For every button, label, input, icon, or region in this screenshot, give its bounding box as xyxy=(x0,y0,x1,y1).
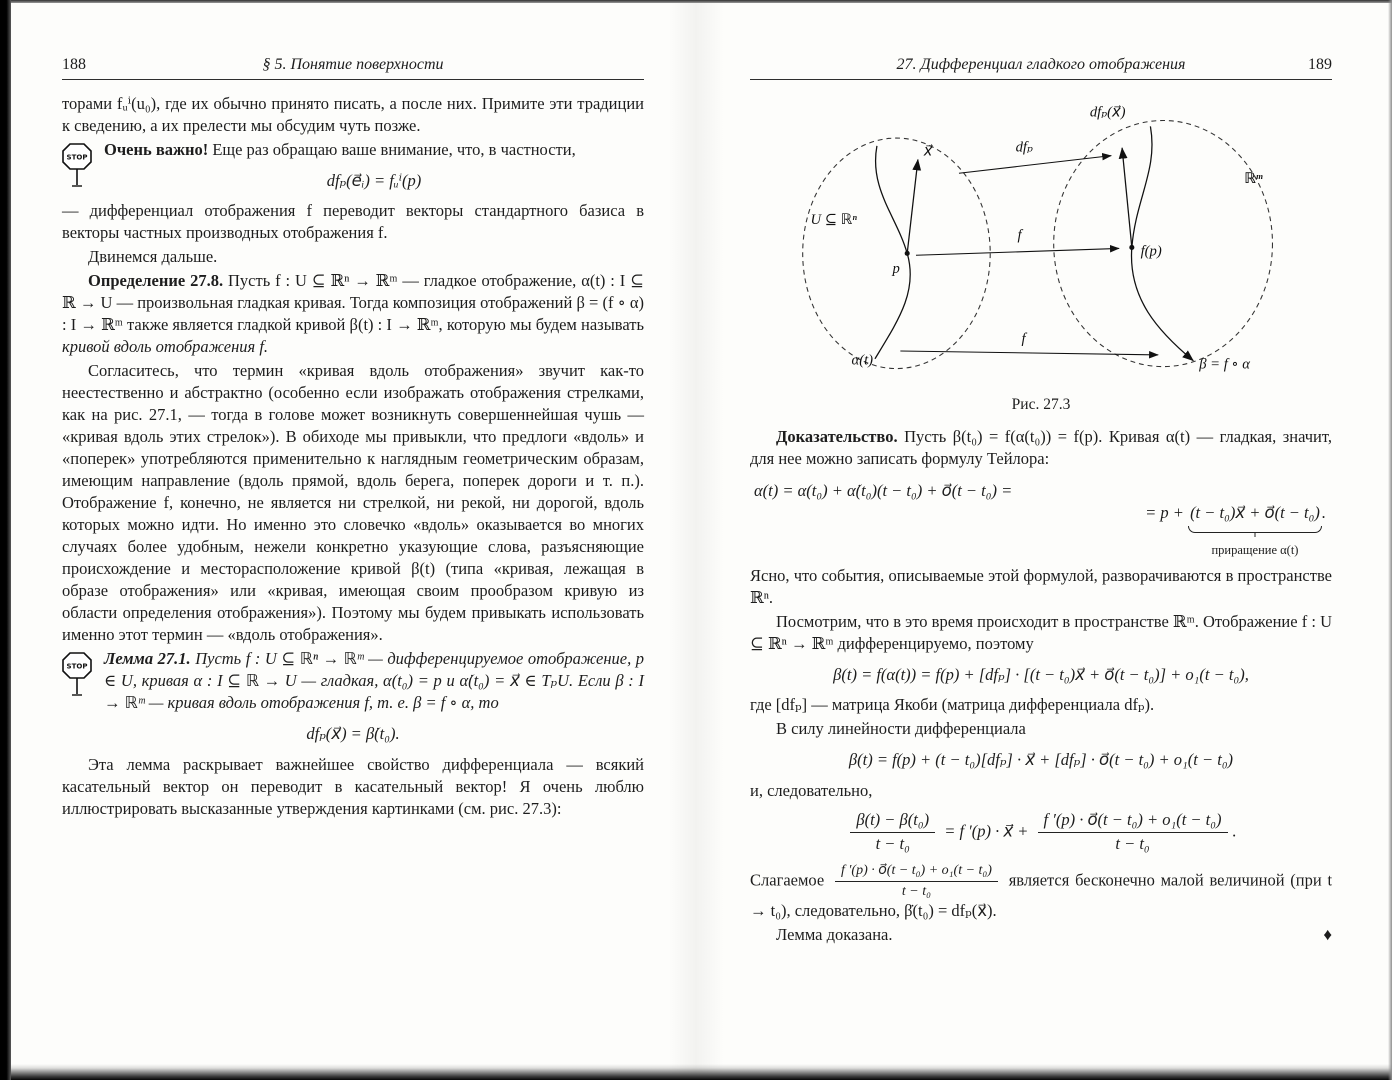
paragraph-lemma-comment: Эта лемма раскрывает важнейшее свойство дифференциала — всякий касательный вектор он переводит в касательный вектор! Я очень люблю иллюстрировать высказанные утверждения картинками (см. рис. 27.3): xyxy=(62,754,644,818)
figure-27-3 xyxy=(750,99,1332,416)
underbrace-group xyxy=(1188,502,1322,561)
lemma-body: Пусть f : U ⊆ ℝⁿ → ℝᵐ — дифференцируемое отображение, p ∈ U, кривая α : I ⊆ ℝ → U — гладкая, α(t₀) = p и α̇(t₀) = x⃗ ∈ TₚU. Если β : I → ℝᵐ — кривая вдоль отображения f, т. е. β = f ∘ α, то xyxy=(104,649,645,713)
lemma-lead: Лемма 27.1. xyxy=(104,649,191,669)
stop-text: STOP xyxy=(66,662,88,671)
page-header-left xyxy=(62,0,644,80)
page-188 xyxy=(62,0,644,1080)
fraction-left xyxy=(850,811,935,854)
underbrace xyxy=(1188,526,1322,533)
book-edge-top xyxy=(0,0,1392,3)
page-gutter xyxy=(668,0,724,1080)
inline-fraction-denominator: t − t₀ xyxy=(835,881,998,900)
vector-x-arrow xyxy=(907,160,918,254)
label-f-mid: f xyxy=(1017,227,1022,244)
stop-text: STOP xyxy=(66,153,88,162)
formula-beta-expansion: β(t) = f(α(t)) = f(p) + [dfₚ] · [(t − t₀)x⃗ + o⃗(t − t₀)] + o₁(t − t₀), xyxy=(833,665,1249,684)
lemma-27-1 xyxy=(62,648,644,744)
definition-lead: Определение 27.8. xyxy=(88,271,224,291)
summand-prefix: Слагаемое xyxy=(750,870,825,890)
note-lead: Очень важно! xyxy=(104,140,209,159)
fraction-left-numerator: β(t) − β(t₀) xyxy=(856,809,930,829)
taylor-line-2 xyxy=(750,502,1332,561)
label-codomain: ℝᵐ xyxy=(1244,170,1263,187)
formula-linearity: β(t) = f(p) + (t − t₀)[dfₚ] · x⃗ + [dfₚ] · o⃗(t − t₀) + o₁(t − t₀) xyxy=(848,750,1234,770)
important-note xyxy=(62,139,644,268)
formula-middle: = f ′(p) · x⃗ + xyxy=(944,821,1029,841)
note-after: — дифференциал отображения f переводит векторы стандартного базиса в векторы частных производных отображения f. xyxy=(62,201,644,243)
note-intro: Еще раз обращаю ваше внимание, что, в частности, xyxy=(212,140,576,159)
lemma-paragraph xyxy=(62,648,644,714)
formula-period: . xyxy=(1232,821,1237,841)
label-fp: f(p) xyxy=(1140,243,1162,260)
formula-difference-quotient xyxy=(750,811,1332,854)
running-head-left: § 5. Понятие поверхности xyxy=(262,56,444,73)
page-body-left xyxy=(62,80,644,820)
formula-basis-vectors: dfₚ(e⃗ᵢ) = fᵤⁱ(p) xyxy=(326,171,422,190)
label-dfp-vec: dfₚ(x⃗) xyxy=(1089,104,1126,121)
paragraph-rm: Посмотрим, что в это время происходит в пространстве ℝᵐ. Отображение f : U ⊆ ℝⁿ → ℝᵐ дифференцируемо, поэтому xyxy=(750,612,1332,653)
arrow-f-bottom xyxy=(900,351,1158,355)
taylor-line2-prefix: = p + xyxy=(1145,503,1189,522)
stop-sign-icon xyxy=(62,652,92,698)
stop-sign-icon xyxy=(62,143,92,189)
book-edge-left xyxy=(0,0,11,1080)
figure-caption: Рис. 27.3 xyxy=(1011,396,1071,413)
arrow-dfp-map xyxy=(959,156,1111,174)
arrow-f-mid xyxy=(916,248,1119,255)
page-number-right: 189 xyxy=(1308,56,1332,73)
figure-27-3-drawing xyxy=(767,99,1315,392)
note-next: Двинемся дальше. xyxy=(88,247,218,267)
running-head-right: 27. Дифференциал гладкого отображения xyxy=(896,56,1186,73)
proof-paragraph xyxy=(750,426,1332,470)
note-paragraph xyxy=(62,139,644,161)
book-edge-right xyxy=(1388,0,1392,1080)
underbrace-expression: (t − t₀)x⃗ + o⃗(t − t₀) xyxy=(1190,503,1320,522)
paragraph-summand xyxy=(750,863,1332,922)
inline-fraction-numerator: f ′(p) · o⃗(t − t₀) + o₁(t − t₀) xyxy=(840,862,992,878)
page-body-right xyxy=(750,80,1332,946)
definition-27-8 xyxy=(62,270,644,358)
fraction-right-numerator: f ′(p) · o⃗(t − t₀) + o₁(t − t₀) xyxy=(1043,809,1222,829)
label-beta: β = f ∘ α xyxy=(1199,356,1250,373)
label-p: p xyxy=(892,260,900,277)
formula-taylor xyxy=(750,480,1332,561)
fraction-right-denominator: t − t₀ xyxy=(1038,832,1228,854)
summand-suffix: является бесконечно малой величиной (при t → t₀), следовательно, β̇(t₀) = dfₚ(x⃗). xyxy=(750,870,1333,920)
page-header-right xyxy=(750,0,1332,80)
codomain-ellipse xyxy=(1054,120,1273,366)
proof-intro: Пусть β(t₀) = f(α(t₀)) = f(p). Кривая α(t) — гладкая, значит, для нее можно записать формулу Тейлора: xyxy=(750,427,1332,468)
label-domain: U ⊆ ℝⁿ xyxy=(810,212,857,229)
lemma-proved: Лемма доказана. xyxy=(776,925,893,944)
paragraph-continuation: торами fᵤⁱ(u₀), где их обычно принято писать, а после них. Примите эти традиции к сведению, а их прелести мы обсудим чуть позже. xyxy=(62,94,644,135)
paragraph-consequently: и, следовательно, xyxy=(750,780,873,800)
definition-emphasis: кривой вдоль отображения f. xyxy=(62,337,269,357)
label-f-bottom: f xyxy=(1021,331,1026,348)
label-x-vec: x⃗ xyxy=(923,143,933,160)
paragraph-discussion: Согласитесь, что термин «кривая вдоль отображения» звучит как-то неестественно и абстрактно (особенно если изображать отображения стрелками, как на рис. 27.1, — тогда в голове может возникнуть совершеннейшая чушь — «кривая вдоль этих стрелок»). В обиходе мы привыкли, что предлоги «вдоль» и «поперек» употребляются применительно к наглядным геометрическим образам, имеющим направление (вдоль прямой, вдоль берега, поперек дороги и т. п.). Отображение f, конечно, не является ни стрелкой, ни рекой, ни дорогой, вдоль которых можно идти. Но именно это словечко «вдоль» оказывается во многих случаях более удобным, нежели конкретно указующие слова, разъясняющие происхождение и месторасположение кривой β(t) (типа «кривая, лежащая в образе отображения» или «кривая, имеющая своим прообразом кривую из области определения отображения»). Поэтому мы будем привыкать использовать именно этот термин — «вдоль отображения». xyxy=(62,361,644,645)
proof-conclusion xyxy=(750,924,1332,946)
book-edge-bottom xyxy=(0,1064,1392,1080)
definition-body: Пусть f : U ⊆ ℝⁿ → ℝᵐ — гладкое отображение, α(t) : I ⊆ ℝ → U — произвольная гладкая кривая. Тогда композиция отображений β = (f ∘ α) : I → ℝᵐ также является гладкой кривой β(t) : I → ℝᵐ, которую мы будем называть xyxy=(62,271,644,335)
vector-dfp-arrow xyxy=(1122,148,1132,248)
fraction-left-denominator: t − t₀ xyxy=(850,832,935,854)
paragraph-rn: Ясно, что события, описываемые этой формулой, разворачиваются в пространстве ℝⁿ. xyxy=(750,566,1332,607)
taylor-line-1: α(t) = α(t₀) + α̇(t₀)(t − t₀) + o⃗(t − t₀) = xyxy=(754,481,1013,500)
paragraph-jacobi: где [dfₚ] — матрица Якоби (матрица дифференциала dfₚ). xyxy=(750,695,1155,715)
qed-diamond-icon: ♦ xyxy=(1323,925,1332,944)
proof-lead: Доказательство. xyxy=(776,427,898,446)
page-number-left: 188 xyxy=(62,56,86,73)
label-alpha: α(t) xyxy=(851,352,874,369)
formula-lemma: dfₚ(x⃗) = β̇(t₀). xyxy=(306,724,400,744)
underbrace-label: приращение α(t) xyxy=(1211,543,1299,557)
page-189 xyxy=(750,0,1332,1080)
fraction-right xyxy=(1038,811,1228,854)
label-dfp: dfₚ xyxy=(1015,139,1033,156)
paragraph-linearity: В силу линейности дифференциала xyxy=(776,719,1026,739)
inline-fraction xyxy=(835,863,998,900)
taylor-line2-period: . xyxy=(1321,503,1326,522)
